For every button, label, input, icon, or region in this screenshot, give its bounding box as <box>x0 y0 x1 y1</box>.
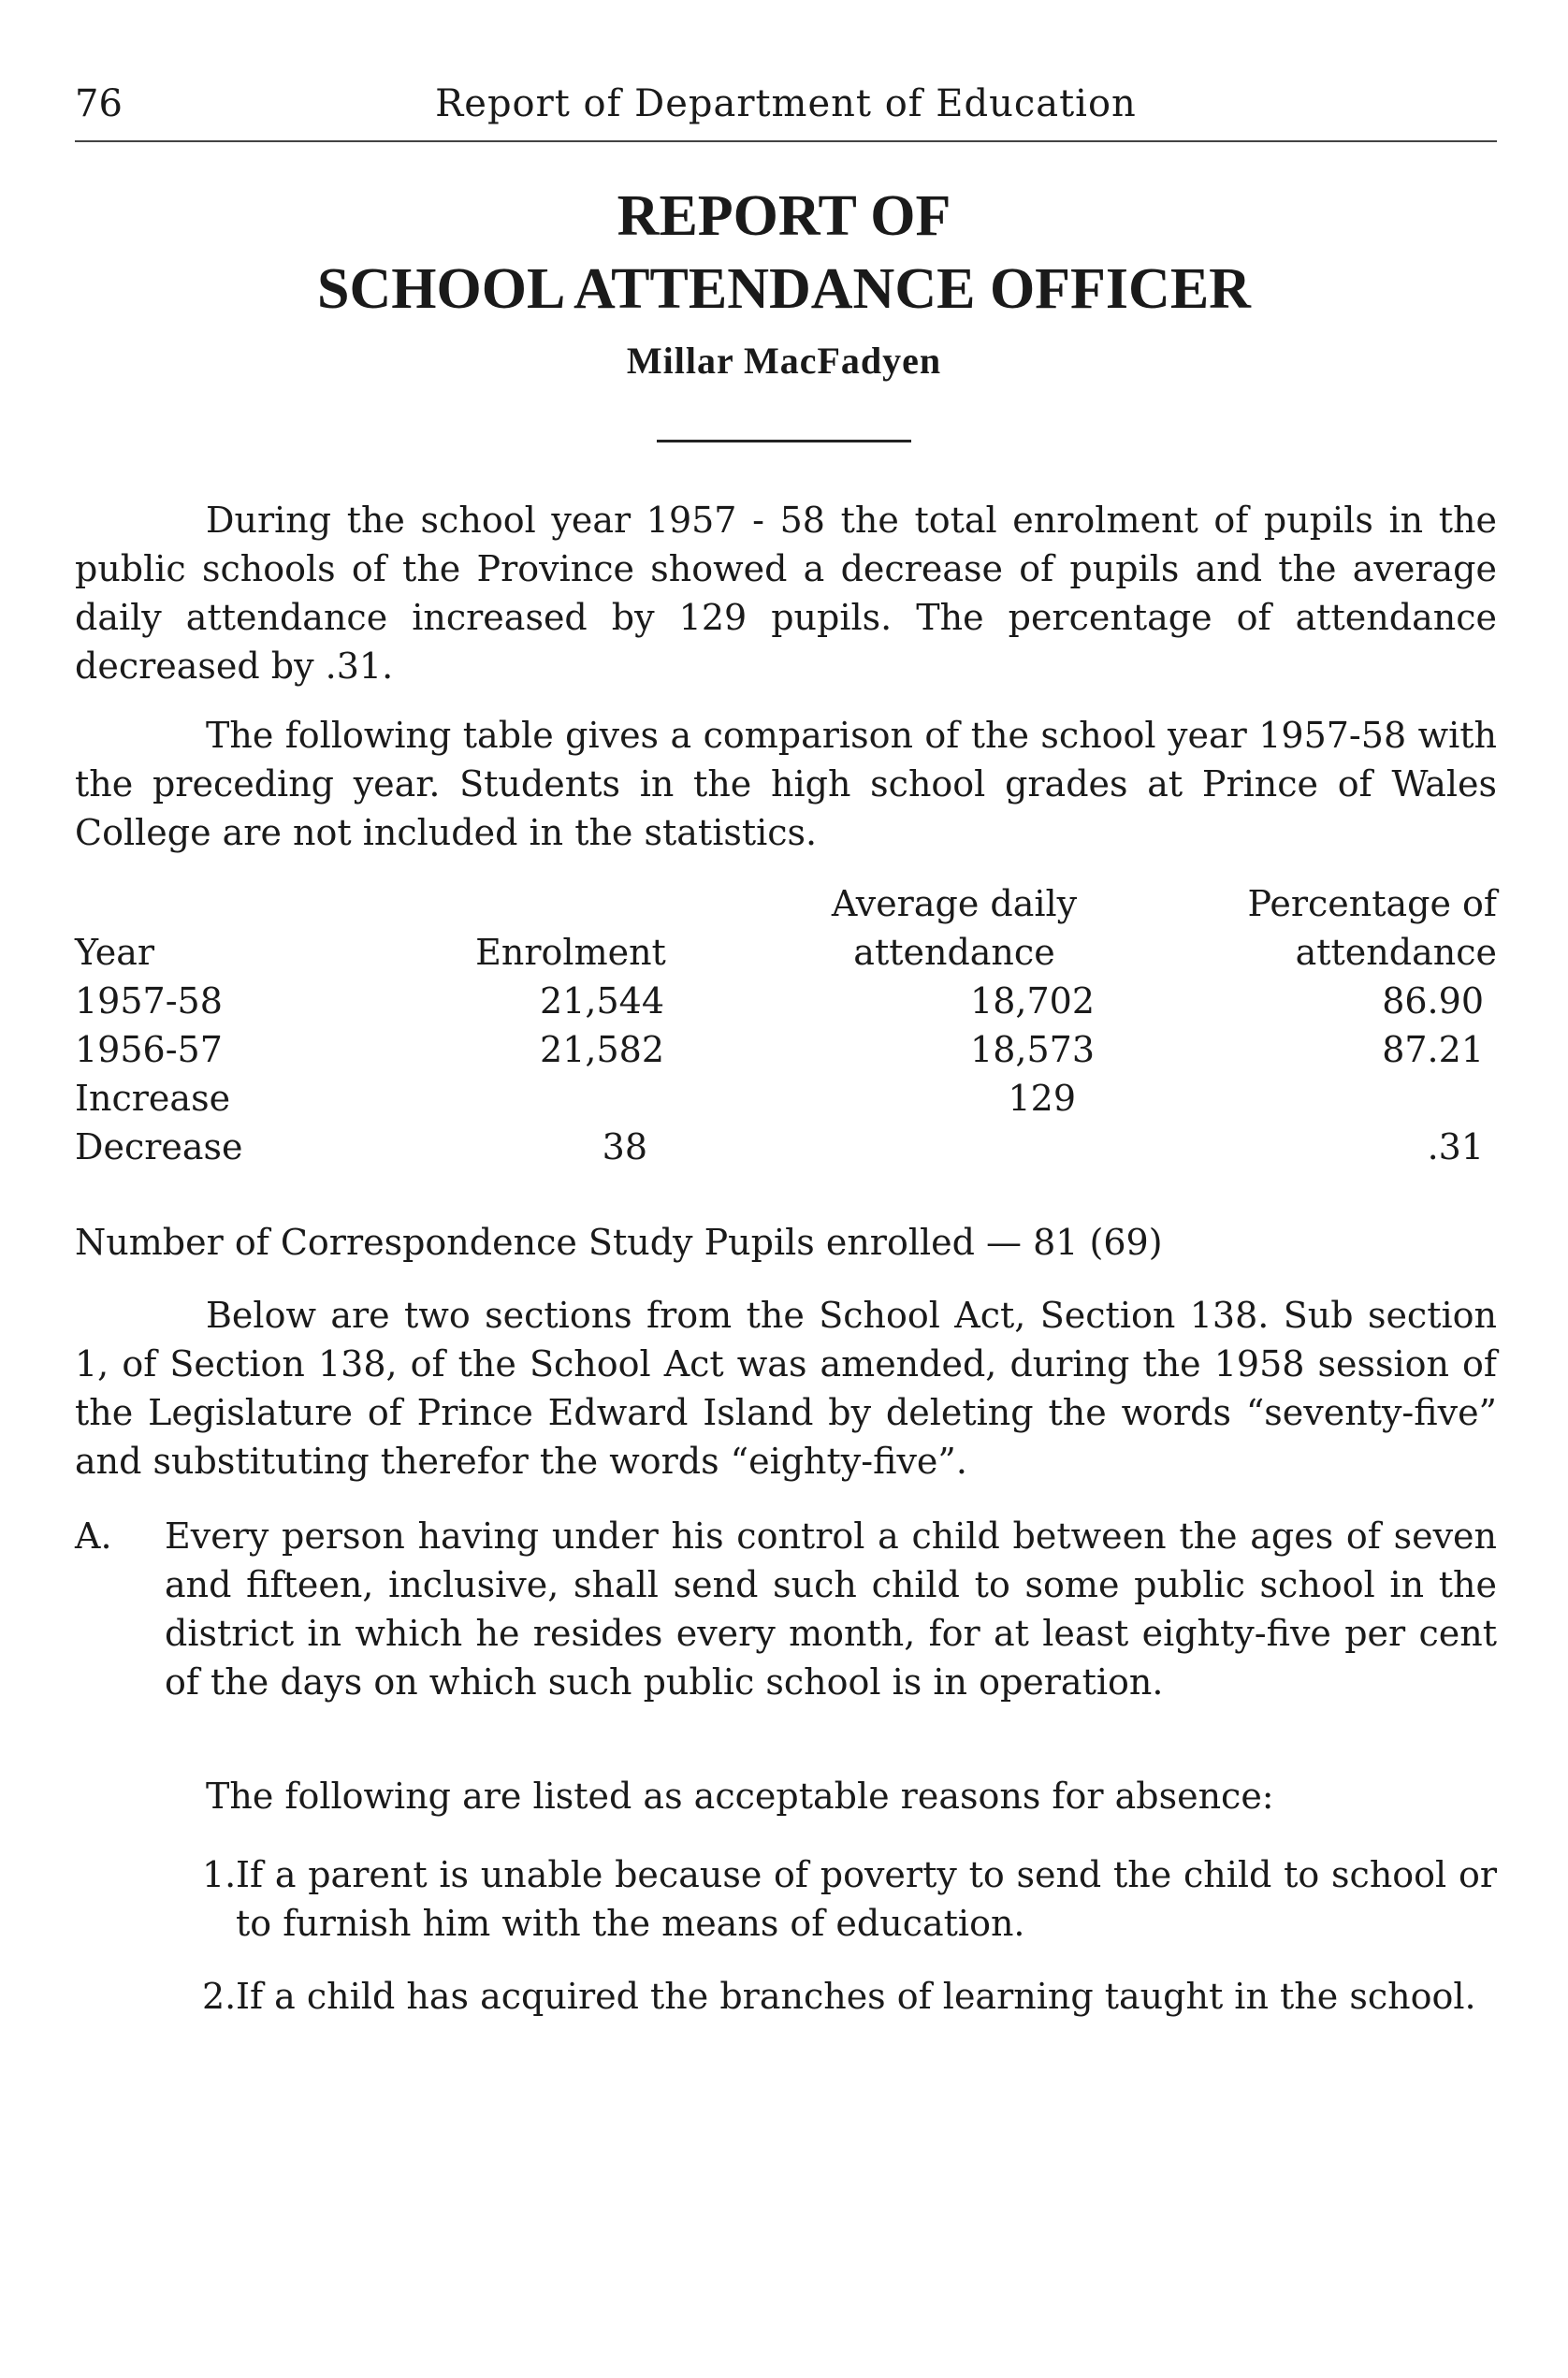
header-year: Year <box>75 932 155 973</box>
header-pct-line1: Percentage of <box>1247 883 1497 924</box>
intro-paragraph <box>75 496 1497 690</box>
row-pct: 86.90 <box>1382 980 1484 1022</box>
attendance-table <box>75 879 1497 1167</box>
comparison-text: The following table gives a comparison of the school year 1957-58 with the preceding year. Students in the high school grades at Prince of Wales College are not included in the statistics. <box>75 715 1497 853</box>
row-avg: 18,702 <box>970 980 1095 1022</box>
report-author: Millar MacFadyen <box>626 340 942 382</box>
reason-text: If a child has acquired the branches of learning taught in the school. <box>236 1976 1476 2017</box>
section-a <box>75 1512 1497 1755</box>
running-title: Report of Department of Education <box>435 82 1137 125</box>
row-label: 1957-58 <box>75 980 223 1022</box>
reason-marker: 1. <box>202 1854 237 1895</box>
section-a-marker: A. <box>75 1515 112 1557</box>
row-enrolment: 38 <box>602 1126 647 1167</box>
row-avg: 129 <box>1008 1078 1076 1119</box>
reasons-intro-text: The following are listed as acceptable reasons for absence: <box>206 1776 1274 1817</box>
reason-item <box>202 1850 1497 1953</box>
header-rule <box>75 140 1497 142</box>
header-enrolment: Enrolment <box>475 932 666 973</box>
page-header <box>75 82 1497 138</box>
title-divider <box>657 440 911 442</box>
reason-item <box>202 1972 1497 2075</box>
header-avg-line1: Average daily <box>831 883 1078 924</box>
report-title-line1: REPORT OF <box>617 184 951 248</box>
row-label: Decrease <box>75 1126 243 1167</box>
row-pct: .31 <box>1427 1126 1484 1167</box>
report-title-line2: SCHOOL ATTENDANCE OFFICER <box>317 257 1251 321</box>
reason-text: If a parent is unable because of poverty to send the child to school or to furnish him with the means of education. <box>236 1854 1497 1944</box>
row-enrolment: 21,582 <box>540 1029 664 1070</box>
reason-marker: 2. <box>202 1976 237 2017</box>
row-pct: 87.21 <box>1382 1029 1484 1070</box>
row-label: Increase <box>75 1078 231 1119</box>
header-pct-line2: attendance <box>1295 932 1497 973</box>
reasons-intro <box>75 1772 1497 1820</box>
comparison-paragraph <box>75 711 1497 857</box>
school-act-paragraph <box>75 1291 1497 1486</box>
row-avg: 18,573 <box>970 1029 1095 1070</box>
row-label: 1956-57 <box>75 1029 223 1070</box>
correspondence-count: Number of Correspondence Study Pupils enrolled — 81 (69) <box>75 1222 1163 1263</box>
header-avg-line2: attendance <box>853 932 1055 973</box>
school-act-text: Below are two sections from the School Act, Section 138. Sub section 1, of Section 138, of the School Act was amended, during the 1958 session of the Legislature of Prince Edward Island by deleting the words “seventy-five” and substituting therefor the words “eighty-five”. <box>75 1295 1497 1482</box>
intro-text: During the school year 1957 - 58 the total enrolment of pupils in the public schools of the Province showed a decrease of pupils and the average daily attendance increased by 129 pupils. The percentage of attendance decreased by .31. <box>75 500 1497 687</box>
row-enrolment: 21,544 <box>540 980 664 1022</box>
section-a-text: Every person having under his control a child between the ages of seven and fifteen, inclusive, shall send such child to some public school in the district in which he resides every month, for at least eighty-five per cent of the days on which such public school is in operation. <box>165 1515 1497 1703</box>
page-number: 76 <box>75 82 123 125</box>
